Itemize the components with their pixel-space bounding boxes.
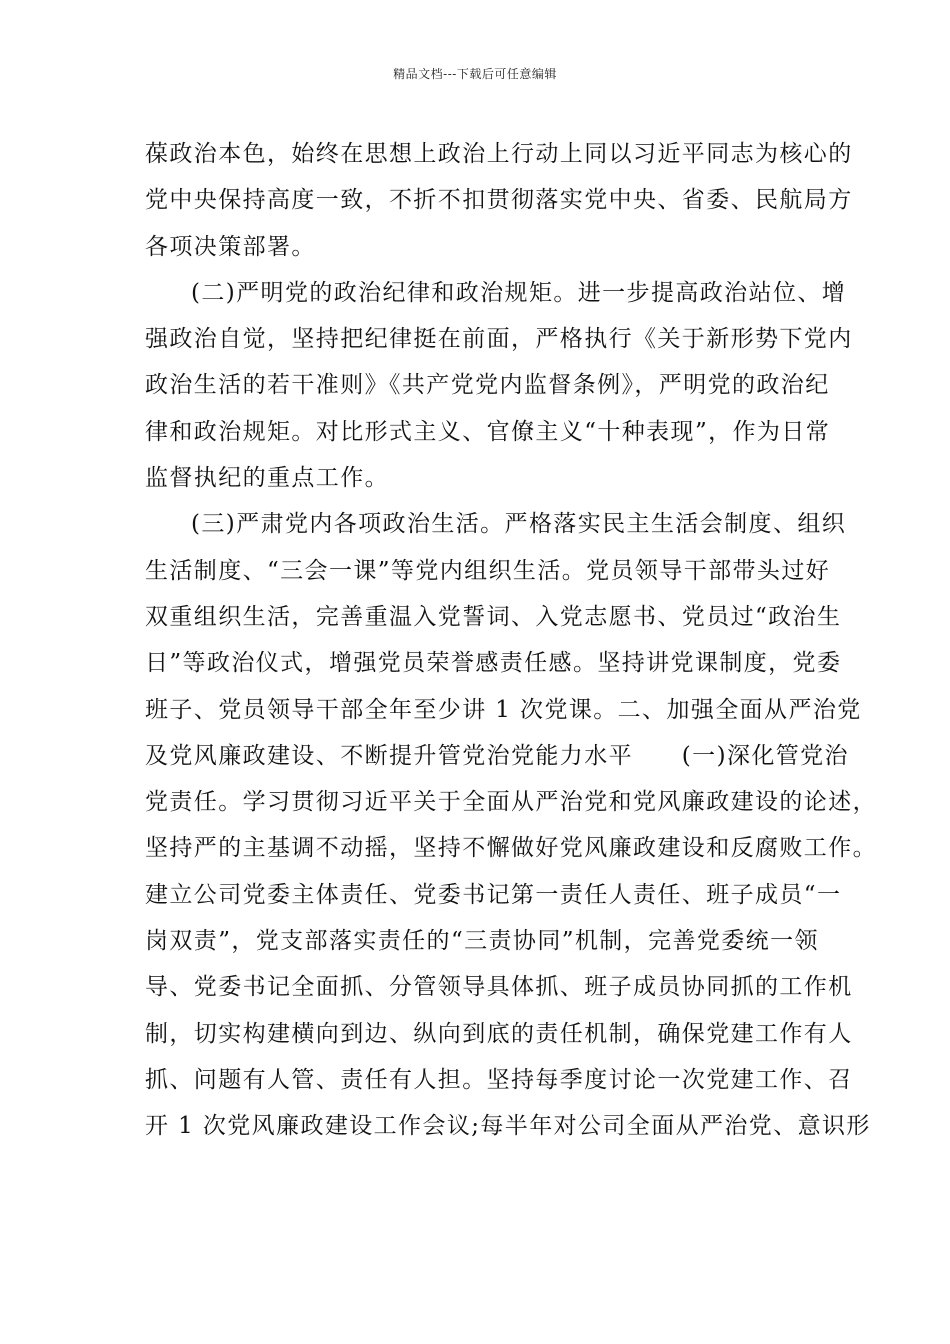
body-line: 制，切实构建横向到边、纵向到底的责任机制，确保党建工作有人 — [145, 1020, 853, 1047]
body-line: 党中央保持高度一致，不折不扣贯彻落实党中央、省委、民航局方 — [145, 187, 853, 214]
document-body — [145, 131, 877, 1150]
body-line: 党责任。学习贯彻习近平关于全面从严治党和党风廉政建设的论述， — [145, 789, 877, 816]
body-line: 葆政治本色，始终在思想上政治上行动上同以习近平同志为核心的 — [145, 141, 853, 167]
body-line: 双重组织生活，完善重温入党誓词、入党志愿书、党员过“政治生 — [145, 603, 842, 630]
body-line: 抓、问题有人管、责任有人担。坚持每季度讨论一次党建工作、召 — [145, 1066, 853, 1093]
body-line: 开 1 次党风廉政建设工作会议;每半年对公司全面从严治党、意识形 — [145, 1113, 871, 1140]
body-line: 班子、党员领导干部全年至少讲 1 次党课。二、加强全面从严治党 — [145, 696, 862, 723]
body-line: 各项决策部署。 — [145, 233, 316, 260]
page-header: 精品文档---下载后可任意编辑 — [393, 67, 557, 81]
section-heading-line: (二)严明党的政治纪律和政治规矩。进一步提高政治站位、增 — [191, 279, 847, 306]
section-heading-line: (三)严肃党内各项政治生活。严格落实民主生活会制度、组织 — [191, 511, 847, 538]
body-line: 坚持严的主基调不动摇，坚持不懈做好党风廉政建设和反腐败工作。 — [145, 835, 877, 862]
body-line: 律和政治规矩。对比形式主义、官僚主义“十种表现”，作为日常 — [145, 418, 831, 445]
body-line: 岗双责”，党支部落实责任的“三责协同”机制，完善党委统一领 — [145, 928, 819, 955]
body-line: 监督执纪的重点工作。 — [145, 465, 389, 492]
body-line: 建立公司党委主体责任、党委书记第一责任人责任、班子成员“一 — [145, 881, 842, 908]
body-line: 强政治自觉，坚持把纪律挺在前面，严格执行《关于新形势下党内 — [145, 326, 853, 353]
body-line: 日”等政治仪式，增强党员荣誉感责任感。坚持讲党课制度，党委 — [145, 650, 842, 677]
body-line: 及党风廉政建设、不断提升管党治党能力水平 (一)深化管党治 — [145, 742, 849, 769]
body-line: 导、党委书记全面抓、分管领导具体抓、班子成员协同抓的工作机 — [145, 974, 853, 1001]
body-line: 生活制度、“三会一课”等党内组织生活。党员领导干部带头过好 — [145, 557, 831, 584]
body-line: 政治生活的若干准则》《共产党党内监督条例》，严明党的政治纪 — [145, 372, 830, 399]
